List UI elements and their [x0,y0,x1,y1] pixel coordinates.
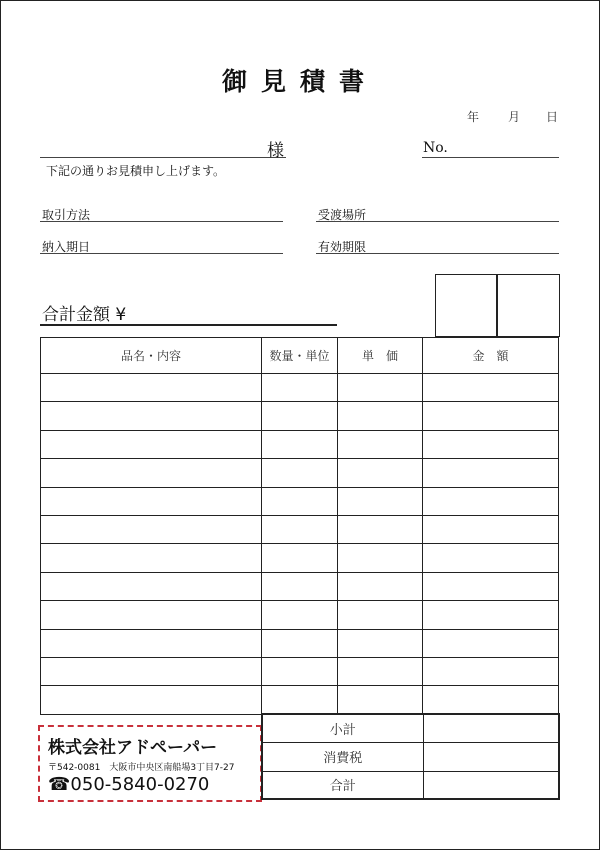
table-row [41,572,559,600]
unit-price-cell[interactable] [338,657,423,685]
number-label: No. [423,140,448,156]
unit-price-cell[interactable] [338,629,423,657]
table-row [41,487,559,515]
column-header-item: 品名・内容 [41,338,262,374]
quantity-cell[interactable] [262,487,338,515]
item-cell[interactable] [41,572,262,600]
totals-table [261,713,560,800]
item-rows [41,374,559,715]
company-stamp [38,725,262,802]
payment-method-label: 取引方法 [42,208,91,222]
amount-cell[interactable] [423,657,559,685]
date-day-label: 日 [546,110,559,124]
item-cell[interactable] [41,402,262,430]
amount-cell[interactable] [423,402,559,430]
amount-cell[interactable] [423,515,559,543]
approval-stamp-box[interactable] [496,274,560,337]
subtotal-row [262,714,559,742]
item-cell[interactable] [41,601,262,629]
item-cell[interactable] [41,374,262,402]
table-row [41,544,559,572]
quantity-cell[interactable] [262,515,338,543]
company-address: 〒542-0081 大阪市中央区南船場3丁目7-27 [48,763,235,773]
table-row [41,402,559,430]
table-row [41,374,559,402]
document-number-field[interactable] [422,139,559,158]
grand-total-row [262,771,559,799]
total-amount-label: 合計金額 ¥ [42,305,127,325]
amount-cell[interactable] [423,430,559,458]
item-cell[interactable] [41,430,262,458]
document-title: 御見積書 [221,67,378,96]
items-table [40,337,559,715]
tax-value[interactable] [423,742,559,771]
amount-cell[interactable] [423,686,559,714]
item-cell[interactable] [41,629,262,657]
unit-price-cell[interactable] [338,459,423,487]
table-row [41,430,559,458]
amount-cell[interactable] [423,629,559,657]
quantity-cell[interactable] [262,686,338,714]
total-amount-field[interactable] [40,298,337,326]
unit-price-cell[interactable] [338,515,423,543]
table-row [41,515,559,543]
honorific-label: 様 [267,141,284,161]
table-row [41,657,559,685]
delivery-place-label: 受渡場所 [318,208,367,222]
item-cell[interactable] [41,515,262,543]
recipient-name-field[interactable] [40,136,286,161]
quantity-cell[interactable] [262,572,338,600]
intro-text: 下記の通りお見積申し上げます。 [46,164,226,178]
unit-price-cell[interactable] [338,686,423,714]
column-header-quantity: 数量・単位 [262,338,338,374]
item-cell[interactable] [41,487,262,515]
delivery-date-label: 納入期日 [42,240,91,254]
delivery-place-field[interactable] [316,206,559,222]
subtotal-label: 小計 [262,714,423,742]
item-cell[interactable] [41,657,262,685]
unit-price-cell[interactable] [338,487,423,515]
quantity-cell[interactable] [262,629,338,657]
quantity-cell[interactable] [262,544,338,572]
unit-price-cell[interactable] [338,544,423,572]
validity-label: 有効期限 [318,240,367,254]
unit-price-cell[interactable] [338,601,423,629]
tax-row [262,742,559,771]
subtotal-value[interactable] [423,714,559,742]
tax-label: 消費税 [262,742,423,771]
company-phone [48,774,209,795]
item-cell[interactable] [41,459,262,487]
table-header-row [41,338,559,374]
date-year-label: 年 [467,110,480,124]
quantity-cell[interactable] [262,601,338,629]
table-row [41,459,559,487]
quantity-cell[interactable] [262,459,338,487]
unit-price-cell[interactable] [338,374,423,402]
amount-cell[interactable] [423,459,559,487]
column-header-unit-price: 単 価 [338,338,423,374]
table-row [41,629,559,657]
table-row [41,686,559,714]
validity-field[interactable] [316,238,559,254]
delivery-date-field[interactable] [40,238,283,254]
grand-total-value[interactable] [423,771,559,799]
phone-icon: ☎ [48,774,71,795]
grand-total-label: 合計 [262,771,423,799]
unit-price-cell[interactable] [338,430,423,458]
quantity-cell[interactable] [262,430,338,458]
amount-cell[interactable] [423,374,559,402]
payment-method-field[interactable] [40,206,283,222]
item-cell[interactable] [41,686,262,714]
item-cell[interactable] [41,544,262,572]
amount-cell[interactable] [423,572,559,600]
approval-stamp-box[interactable] [435,274,498,337]
amount-cell[interactable] [423,544,559,572]
quantity-cell[interactable] [262,402,338,430]
company-name: 株式会社アドペーパー [48,738,218,758]
amount-cell[interactable] [423,601,559,629]
phone-number: 050-5840-0270 [70,774,210,795]
date-month-label: 月 [508,110,521,124]
quantity-cell[interactable] [262,374,338,402]
unit-price-cell[interactable] [338,402,423,430]
unit-price-cell[interactable] [338,572,423,600]
quantity-cell[interactable] [262,657,338,685]
table-row [41,601,559,629]
amount-cell[interactable] [423,487,559,515]
column-header-amount: 金 額 [423,338,559,374]
